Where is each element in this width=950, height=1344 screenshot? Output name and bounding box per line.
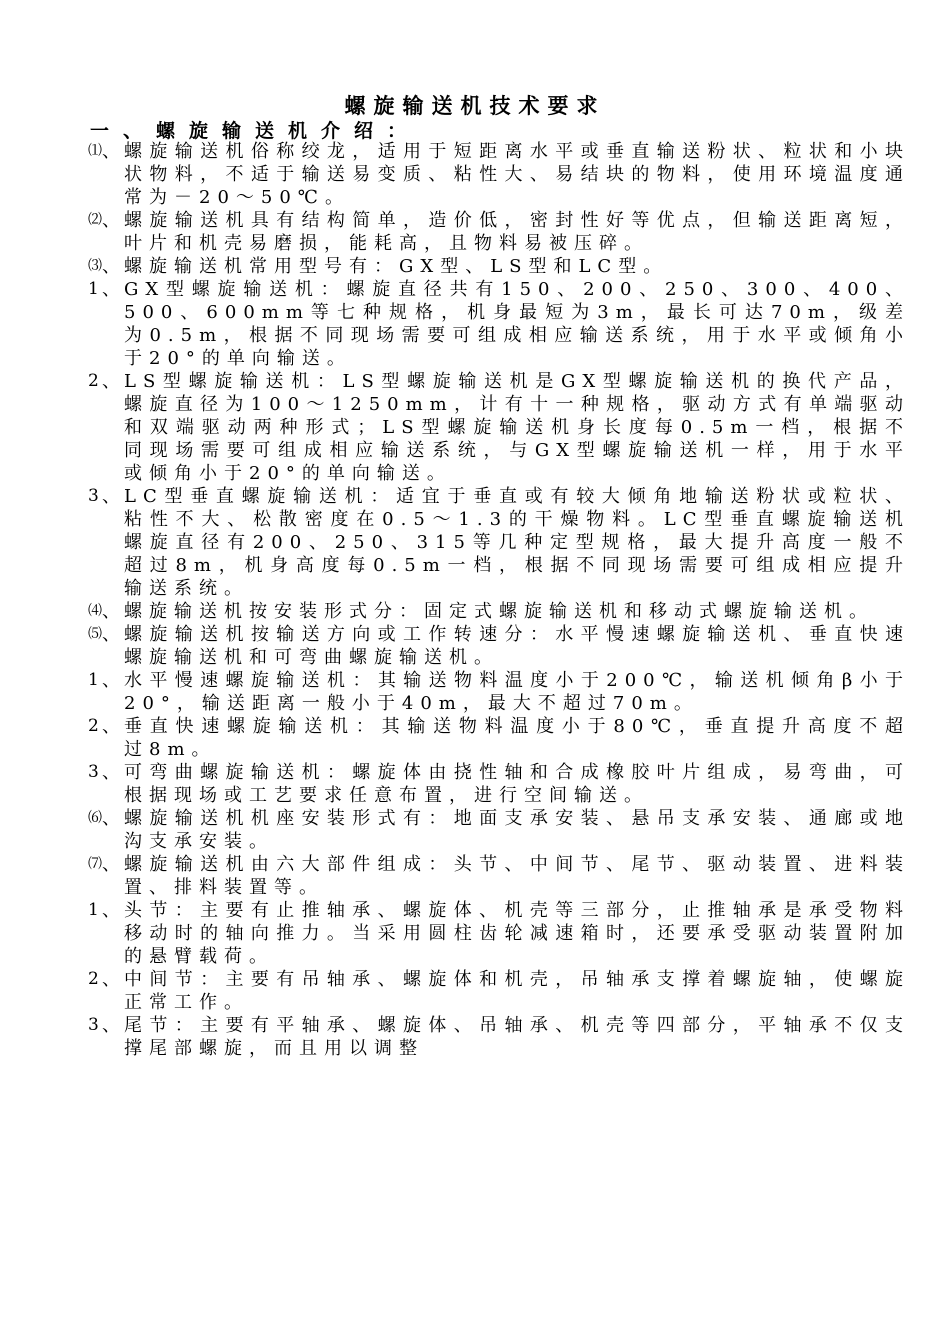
paragraph-text: 尾节：主要有平轴承、螺旋体、吊轴承、机壳等四部分，平轴承不仅支撑尾部螺旋，而且用以调整	[124, 1015, 910, 1059]
paragraph-text: 水平慢速螺旋输送机：其输送物料温度小于200℃，输送机倾角β小于20°，输送距离一般小于40m，最大不超过70m。	[124, 670, 910, 714]
paragraph-number: ⑶	[88, 258, 104, 274]
paragraph	[88, 715, 910, 761]
paragraph-separator: 、	[102, 854, 127, 875]
paragraph	[88, 968, 910, 1014]
paragraph	[88, 370, 910, 485]
paragraph	[88, 485, 910, 600]
paragraph	[88, 255, 910, 278]
paragraph-number: ⑷	[88, 603, 104, 619]
paragraph	[88, 278, 910, 370]
paragraph-number: 1	[88, 900, 101, 920]
paragraph-text: 垂直快速螺旋输送机：其输送物料温度小于80℃，垂直提升高度不超过8m。	[124, 716, 910, 760]
paragraph-separator: 、	[102, 141, 127, 162]
paragraph	[88, 600, 910, 623]
paragraph-separator: 、	[102, 256, 127, 277]
paragraph-number: ⑴	[88, 143, 104, 159]
paragraph-separator: 、	[102, 670, 127, 691]
paragraph-number: 3	[88, 486, 101, 506]
paragraph-separator: 、	[102, 900, 127, 921]
paragraph-number: 2	[88, 371, 101, 391]
paragraph-text: 头节：主要有止推轴承、螺旋体、机壳等三部分，止推轴承是承受物料移动时的轴向推力。当采用圆柱齿轮减速箱时，还要承受驱动装置附加的悬臂载荷。	[124, 900, 910, 967]
paragraph-number: 2	[88, 969, 101, 989]
paragraph-number: 3	[88, 762, 101, 782]
paragraph	[88, 140, 910, 209]
paragraph	[88, 209, 910, 255]
paragraph-text: 螺旋输送机俗称绞龙，适用于短距离水平或垂直输送粉状、粒状和小块状物料，不适于输送易变质、粘性大、易结块的物料，使用环境温度通常为－20～50℃。	[124, 141, 910, 208]
paragraph-text: 螺旋输送机由六大部件组成：头节、中间节、尾节、驱动装置、进料装置、排料装置等。	[124, 854, 910, 898]
paragraph	[88, 761, 910, 807]
paragraph	[88, 1014, 910, 1060]
paragraph-separator: 、	[102, 624, 127, 645]
paragraph-text: 螺旋输送机常用型号有：GX型、LS型和LC型。	[124, 256, 669, 277]
paragraph-text: LC型垂直螺旋输送机：适宜于垂直或有较大倾角地输送粉状或粒状、粘性不大、松散密度在0.5～1.3的干燥物料。LC型垂直螺旋输送机螺旋直径有200、250、315等几种定型规格，最大提升高度一般不超过8m，机身高度每0.5m一档，根据不同现场需要可组成相应提升输送系统。	[124, 486, 910, 599]
paragraph-text: 螺旋输送机具有结构简单，造价低，密封性好等优点，但输送距离短，叶片和机壳易磨损，能耗高，且物料易被压碎。	[124, 210, 910, 254]
paragraph-number: 1	[88, 670, 101, 690]
paragraph-text: 螺旋输送机按输送方向或工作转速分：水平慢速螺旋输送机、垂直快速螺旋输送机和可弯曲螺旋输送机。	[124, 624, 910, 668]
paragraph-separator: 、	[102, 210, 127, 231]
paragraph	[88, 899, 910, 968]
section-heading: 一、螺旋输送机介绍：	[90, 120, 421, 142]
paragraph-separator: 、	[102, 762, 127, 783]
paragraph-separator: 、	[102, 716, 127, 737]
paragraph	[88, 669, 910, 715]
paragraph-number: ⑺	[88, 856, 104, 872]
paragraph-number: ⑸	[88, 626, 104, 642]
paragraph-number: 3	[88, 1015, 101, 1035]
paragraph	[88, 853, 910, 899]
paragraph-separator: 、	[102, 601, 127, 622]
paragraph-separator: 、	[102, 969, 127, 990]
document-title: 螺旋输送机技术要求	[344, 94, 606, 118]
paragraph-separator: 、	[102, 279, 127, 300]
paragraph-text: 螺旋输送机按安装形式分：固定式螺旋输送机和移动式螺旋输送机。	[124, 601, 874, 622]
paragraph-number: 2	[88, 716, 101, 736]
paragraph-separator: 、	[102, 1015, 127, 1036]
paragraph-text: 螺旋输送机机座安装形式有：地面支承安装、悬吊支承安装、通廊或地沟支承安装。	[124, 808, 910, 852]
paragraph-separator: 、	[102, 808, 127, 829]
paragraph-text: LS型螺旋输送机：LS型螺旋输送机是GX型螺旋输送机的换代产品，螺旋直径为100～1250mm，计有十一种规格，驱动方式有单端驱动和双端驱动两种形式；LS型螺旋输送机身长度每0.5m一档，根据不同现场需要可组成相应输送系统，与GX型螺旋输送机一样，用于水平或倾角小于20°的单向输送。	[124, 371, 910, 484]
paragraph-text: 可弯曲螺旋输送机：螺旋体由挠性轴和合成橡胶叶片组成，易弯曲，可根据现场或工艺要求任意布置，进行空间输送。	[124, 762, 910, 806]
paragraph-text: 中间节：主要有吊轴承、螺旋体和机壳，吊轴承支撑着螺旋轴，使螺旋正常工作。	[124, 969, 910, 1013]
paragraph-text: GX型螺旋输送机：螺旋直径共有150、200、250、300、400、500、600mm等七种规格，机身最短为3m，最长可达70m，级差为0.5m，根据不同现场需要可组成相应输送系统，用于水平或倾角小于20°的单向输送。	[124, 279, 910, 369]
paragraph	[88, 807, 910, 853]
paragraph-number: ⑹	[88, 810, 104, 826]
paragraph-separator: 、	[102, 486, 127, 507]
paragraph	[88, 623, 910, 669]
paragraph-number: ⑵	[88, 212, 104, 228]
document-body	[88, 140, 910, 1060]
paragraph-separator: 、	[102, 371, 127, 392]
paragraph-number: 1	[88, 279, 101, 299]
